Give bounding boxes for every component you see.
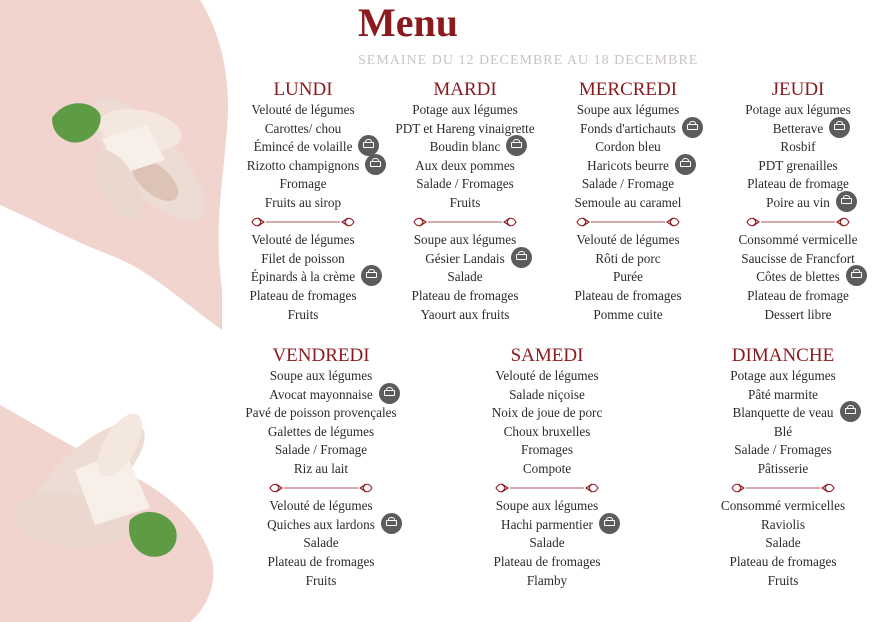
menu-item [538, 250, 718, 269]
local-product-badge-icon [675, 154, 696, 175]
menu-item [457, 367, 637, 386]
menu-item [375, 138, 555, 157]
menu-item [457, 404, 637, 423]
menu-item [708, 175, 879, 194]
menu-item-label: Fromages [520, 442, 573, 458]
menu-item-label: Soupe aux légumes [413, 232, 517, 248]
menu-item-label: Poire au vin [766, 194, 830, 210]
menu-item-label: Fonds d'artichauts [580, 120, 676, 136]
week-subtitle: SEMAINE DU 12 DECEMBRE AU 18 DECEMBRE [358, 53, 699, 68]
menu-item-label: Salade [447, 269, 483, 285]
menu-item [231, 553, 411, 572]
menu-item-label: Dessert libre [764, 306, 832, 322]
local-product-badge-icon [829, 117, 850, 138]
menu-item [457, 423, 637, 442]
menu-item [693, 441, 873, 460]
menu-item [693, 423, 873, 442]
menu-item [708, 120, 879, 139]
lunch-menu [213, 101, 393, 213]
menu-item-label: Plateau de fromages [574, 287, 682, 303]
menu-item-label: Salade / Fromages [734, 442, 832, 458]
lunch-menu [375, 101, 555, 213]
menu-item-label: Plateau de fromages [249, 287, 357, 303]
menu-item [375, 287, 555, 306]
menu-item [457, 460, 637, 479]
floral-divider-icon [494, 481, 600, 495]
menu-item [693, 367, 873, 386]
menu-item [213, 138, 393, 157]
local-product-badge-icon [379, 383, 400, 404]
menu-item-label: Salade [529, 535, 565, 551]
menu-item [457, 553, 637, 572]
menu-item-label: Flamby [526, 572, 568, 588]
menu-item-label: Semoule au caramel [574, 194, 682, 210]
local-product-badge-icon [599, 513, 620, 534]
menu-item-label: Velouté de légumes [495, 368, 599, 383]
menu-item-label: Pâtisserie [757, 460, 809, 476]
menu-item-label: Hachi parmentier [501, 516, 593, 532]
menu-item-label: Potage aux légumes [412, 102, 518, 117]
day-heading: JEUDI [771, 79, 825, 100]
local-product-badge-icon [840, 401, 861, 422]
menu-item-label: Fruits [305, 572, 337, 588]
menu-item-label: Gésier Landais [425, 250, 505, 266]
menu-item [375, 175, 555, 194]
menu-item [708, 138, 879, 157]
menu-item [231, 404, 411, 423]
menu-item-label: Quiches aux lardons [267, 516, 375, 532]
menu-item [538, 138, 718, 157]
menu-item-label: Plateau de fromage [747, 287, 849, 303]
menu-item [538, 287, 718, 306]
day-column-mercredi [538, 79, 718, 324]
menu-item [457, 386, 637, 405]
lunch-menu [693, 367, 873, 479]
menu-item-label: Plateau de fromages [267, 553, 375, 569]
menu-item [231, 534, 411, 553]
day-heading: MARDI [433, 79, 497, 100]
menu-item-label: Filet de poisson [261, 250, 345, 266]
menu-item-label: Soupe aux légumes [576, 102, 680, 117]
menu-item-label: Riz au lait [293, 460, 349, 476]
menu-item [457, 516, 637, 535]
menu-item [708, 231, 879, 250]
menu-item [213, 287, 393, 306]
dinner-menu [213, 231, 393, 324]
menu-item [708, 101, 879, 120]
menu-item [538, 194, 718, 213]
dinner-menu [708, 231, 879, 324]
menu-item [375, 194, 555, 213]
menu-item-label: Velouté de légumes [251, 102, 355, 117]
menu-item-label: Consommé vermicelle [738, 232, 858, 248]
menu-item-label: Émincé de volaille [253, 139, 353, 155]
day-heading: DIMANCHE [731, 345, 835, 366]
menu-item-label: Rizotto champignons [246, 157, 360, 173]
day-heading: SAMEDI [510, 345, 584, 366]
menu-item [708, 157, 879, 176]
day-column-jeudi [708, 79, 879, 324]
day-heading: MERCREDI [578, 79, 678, 100]
menu-item-label: Purée [612, 269, 644, 285]
menu-item [693, 516, 873, 535]
day-column-mardi [375, 79, 555, 324]
menu-item-label: Aux deux pommes [415, 157, 515, 173]
floral-divider [457, 479, 637, 498]
menu-item-label: Fruits au sirop [264, 194, 342, 210]
menu-item-label: Pâté marmite [748, 386, 818, 402]
menu-item [708, 194, 879, 213]
menu-item [538, 157, 718, 176]
menu-item-label: Haricots beurre [587, 157, 669, 173]
day-heading: VENDREDI [272, 345, 370, 366]
menu-item-label: Saucisse de Francfort [741, 250, 855, 266]
menu-item-label: Avocat mayonnaise [269, 386, 373, 402]
floral-divider [213, 213, 393, 232]
dinner-menu [231, 497, 411, 590]
menu-item [375, 250, 555, 269]
menu-item [231, 572, 411, 591]
floral-divider [375, 213, 555, 232]
menu-item-label: Blanquette de veau [732, 405, 834, 421]
day-column-lundi [213, 79, 393, 324]
menu-item-label: PDT et Hareng vinaigrette [395, 120, 535, 136]
menu-item-label: Salade / Fromage [581, 176, 675, 192]
menu-item [231, 497, 411, 516]
dinner-menu [457, 497, 637, 590]
local-product-badge-icon [846, 265, 867, 286]
menu-item-label: Yaourt aux fruits [420, 306, 510, 322]
menu-item [213, 101, 393, 120]
menu-item [457, 572, 637, 591]
menu-item-label: Velouté de légumes [576, 232, 680, 248]
floral-divider-icon [412, 215, 518, 229]
menu-item [375, 268, 555, 287]
menu-item-label: Épinards à la crème [250, 269, 356, 285]
menu-item-label: Côtes de blettes [756, 269, 840, 285]
menu-item [213, 194, 393, 213]
floral-divider-icon [268, 481, 374, 495]
menu-item-label: Rôti de porc [595, 250, 661, 266]
floral-divider-icon [575, 215, 681, 229]
menu-item-label: Potage aux légumes [730, 368, 836, 383]
menu-item [693, 572, 873, 591]
menu-item [693, 534, 873, 553]
local-product-badge-icon [836, 191, 857, 212]
menu-item-label: Raviolis [761, 516, 805, 532]
menu-item-label: Salade / Fromage [274, 442, 368, 458]
menu-item-label: Salade niçoise [509, 386, 585, 402]
day-column-vendredi [231, 345, 411, 590]
local-product-badge-icon [381, 513, 402, 534]
menu-item [231, 441, 411, 460]
menu-item [213, 268, 393, 287]
menu-item [213, 157, 393, 176]
page-title: Menu [358, 0, 458, 45]
menu-item-label: Salade [303, 535, 339, 551]
menu-item [708, 268, 879, 287]
local-product-badge-icon [682, 117, 703, 138]
menu-item [457, 534, 637, 553]
menu-item-label: Carottes/ chou [264, 120, 342, 136]
menu-item-label: Boudin blanc [429, 139, 501, 155]
menu-item-label: Fruits [767, 572, 799, 588]
menu-item [375, 157, 555, 176]
floral-divider [693, 479, 873, 498]
menu-item [231, 386, 411, 405]
dinner-menu [538, 231, 718, 324]
local-product-badge-icon [506, 135, 527, 156]
dinner-menu [693, 497, 873, 590]
menu-item-label: Velouté de légumes [269, 498, 373, 514]
day-column-dimanche [693, 345, 873, 590]
floral-divider [538, 213, 718, 232]
menu-item-label: Potage aux légumes [745, 102, 851, 117]
menu-item [213, 231, 393, 250]
menu-item [538, 175, 718, 194]
menu-item-label: Pomme cuite [593, 306, 663, 322]
menu-item-label: Velouté de légumes [251, 232, 355, 248]
menu-item-label: Compote [522, 460, 572, 476]
menu-item-label: Plateau de fromage [747, 176, 849, 192]
menu-item [231, 460, 411, 479]
menu-item [708, 306, 879, 325]
menu-item [375, 231, 555, 250]
floral-divider-icon [730, 481, 836, 495]
menu-item [231, 516, 411, 535]
menu-item [693, 553, 873, 572]
menu-item-label: PDT grenailles [758, 157, 838, 173]
menu-item [213, 306, 393, 325]
lunch-menu [538, 101, 718, 213]
menu-item-label: Pavé de poisson provençales [245, 405, 397, 421]
menu-item-label: Choux bruxelles [503, 423, 591, 439]
lunch-menu [457, 367, 637, 479]
floral-divider-icon [250, 215, 356, 229]
day-column-samedi [457, 345, 637, 590]
day-heading: LUNDI [273, 79, 333, 100]
menu-item-label: Fruits [287, 306, 319, 322]
menu-item-label: Noix de joue de porc [491, 405, 603, 421]
menu-item [538, 268, 718, 287]
menu-item-label: Plateau de fromages [729, 553, 837, 569]
menu-item [538, 306, 718, 325]
menu-item [538, 231, 718, 250]
menu-item [213, 175, 393, 194]
menu-item-label: Salade [765, 535, 801, 551]
menu-item [457, 441, 637, 460]
menu-item [231, 423, 411, 442]
floral-divider [231, 479, 411, 498]
menu-item [693, 404, 873, 423]
menu-item-label: Soupe aux légumes [269, 368, 373, 383]
lunch-menu [231, 367, 411, 479]
menu-item [708, 287, 879, 306]
lunch-menu [708, 101, 879, 213]
floral-divider [708, 213, 879, 232]
menu-item [231, 367, 411, 386]
floral-divider-icon [745, 215, 851, 229]
menu-item-label: Betterave [772, 120, 824, 136]
menu-item-label: Soupe aux légumes [495, 498, 599, 514]
menu-item-label: Blé [773, 423, 793, 439]
menu-item-label: Fruits [449, 194, 481, 210]
menu-item-label: Plateau de fromages [411, 287, 519, 303]
menu-item-label: Cordon bleu [595, 139, 661, 155]
menu-item [375, 306, 555, 325]
menu-item-label: Salade / Fromages [416, 176, 514, 192]
menu-item-label: Galettes de légumes [267, 423, 375, 439]
menu-item-label: Consommé vermicelles [720, 498, 846, 514]
menu-item [538, 120, 718, 139]
menu-item-label: Plateau de fromages [493, 553, 601, 569]
menu-item [693, 497, 873, 516]
menu-item-label: Fromage [279, 176, 327, 192]
menu-item [693, 460, 873, 479]
local-product-badge-icon [511, 247, 532, 268]
menu-item [375, 101, 555, 120]
dinner-menu [375, 231, 555, 324]
menu-item [375, 120, 555, 139]
menu-item-label: Rosbif [780, 139, 816, 155]
